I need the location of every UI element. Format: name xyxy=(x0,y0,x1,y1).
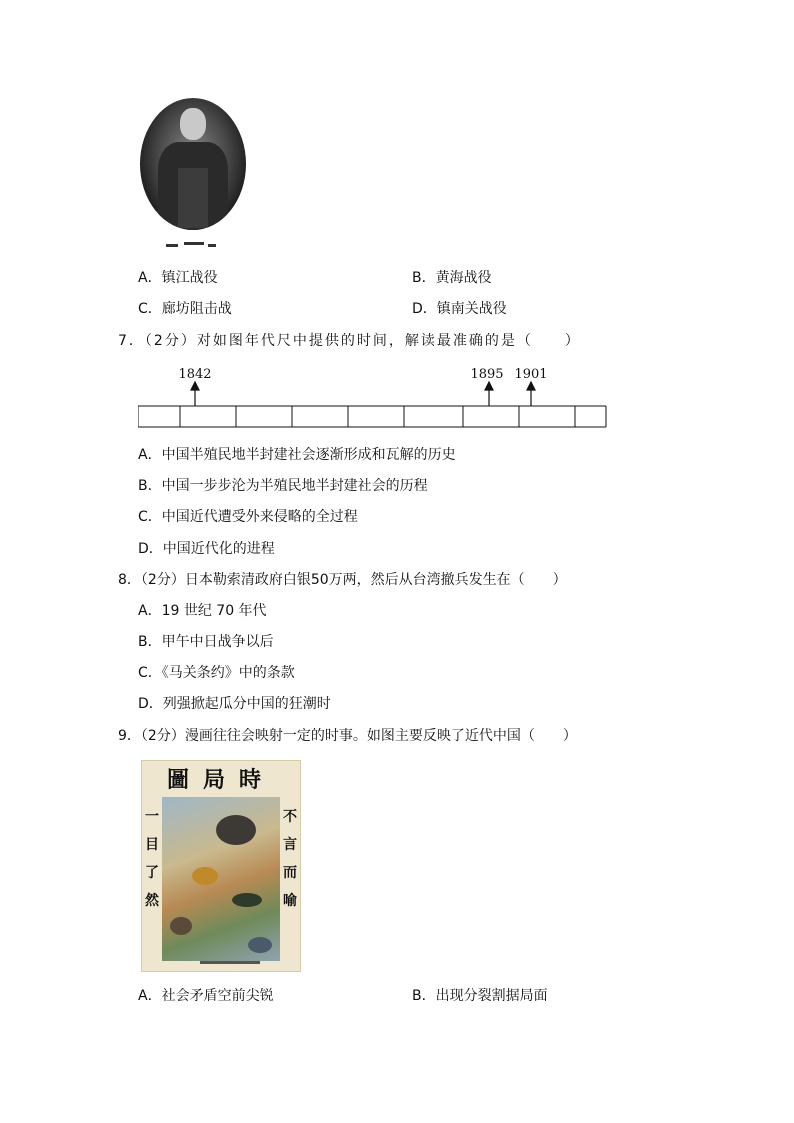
portrait-photo xyxy=(140,98,246,230)
tiger-figure xyxy=(192,867,218,885)
q7-option-a: A．中国半殖民地半封建社会逐渐形成和瓦解的历史 xyxy=(138,447,456,463)
cartoon-caption-strokes xyxy=(200,961,260,964)
q7-option-c: C．中国近代遭受外来侵略的全过程 xyxy=(138,509,358,525)
q7-option-d: D．中国近代化的进程 xyxy=(138,541,275,557)
q8-option-c: C．《马关条约》中的条款 xyxy=(138,665,295,681)
q8-option-a: A．19 世纪 70 年代 xyxy=(138,603,267,619)
q7-stem: 7．（2分）对如图年代尺中提供的时间，解读最准确的是（ ） xyxy=(118,333,581,349)
bear-figure xyxy=(216,815,256,845)
q8-option-d: D．列强掀起瓜分中国的狂潮时 xyxy=(138,696,331,712)
timeline-year-1895: 1895 xyxy=(470,367,504,382)
portrait-head xyxy=(180,108,206,140)
timeline-year-1901: 1901 xyxy=(514,367,548,382)
q8-option-b: B．甲午中日战争以后 xyxy=(138,634,274,650)
sun-figure xyxy=(248,937,272,953)
cartoon-title: 圖局時 xyxy=(166,767,275,793)
q6-option-d: D．镇南关战役 xyxy=(412,301,507,317)
cartoon-right-text: 不言而喻 xyxy=(283,809,297,909)
q7-option-b: B．中国一步步沦为半殖民地半封建社会的历程 xyxy=(138,478,428,494)
political-cartoon xyxy=(141,760,301,972)
cartoon-left-text: 一目了然 xyxy=(145,809,159,909)
timeline-ruler xyxy=(138,362,608,432)
q6-option-c: C．廊坊阻击战 xyxy=(138,301,232,317)
cartoon-map xyxy=(162,797,280,961)
q9-option-b: B．出现分裂割据局面 xyxy=(412,988,548,1004)
q9-stem: 9．（2分）漫画往往会映射一定的时事。如图主要反映了近代中国（ ） xyxy=(118,728,577,744)
q9-option-a: A．社会矛盾空前尖锐 xyxy=(138,988,274,1004)
frog-figure xyxy=(170,917,192,935)
eagle-figure xyxy=(232,893,262,907)
timeline-year-1842: 1842 xyxy=(178,367,212,382)
portrait-caption-strokes xyxy=(160,236,220,250)
q6-option-a: A．镇江战役 xyxy=(138,270,218,286)
portrait-robe xyxy=(178,168,208,228)
q8-stem: 8．（2分）日本勒索清政府白银50万两，然后从台湾撤兵发生在（ ） xyxy=(118,572,567,588)
q6-option-b: B．黄海战役 xyxy=(412,270,492,286)
